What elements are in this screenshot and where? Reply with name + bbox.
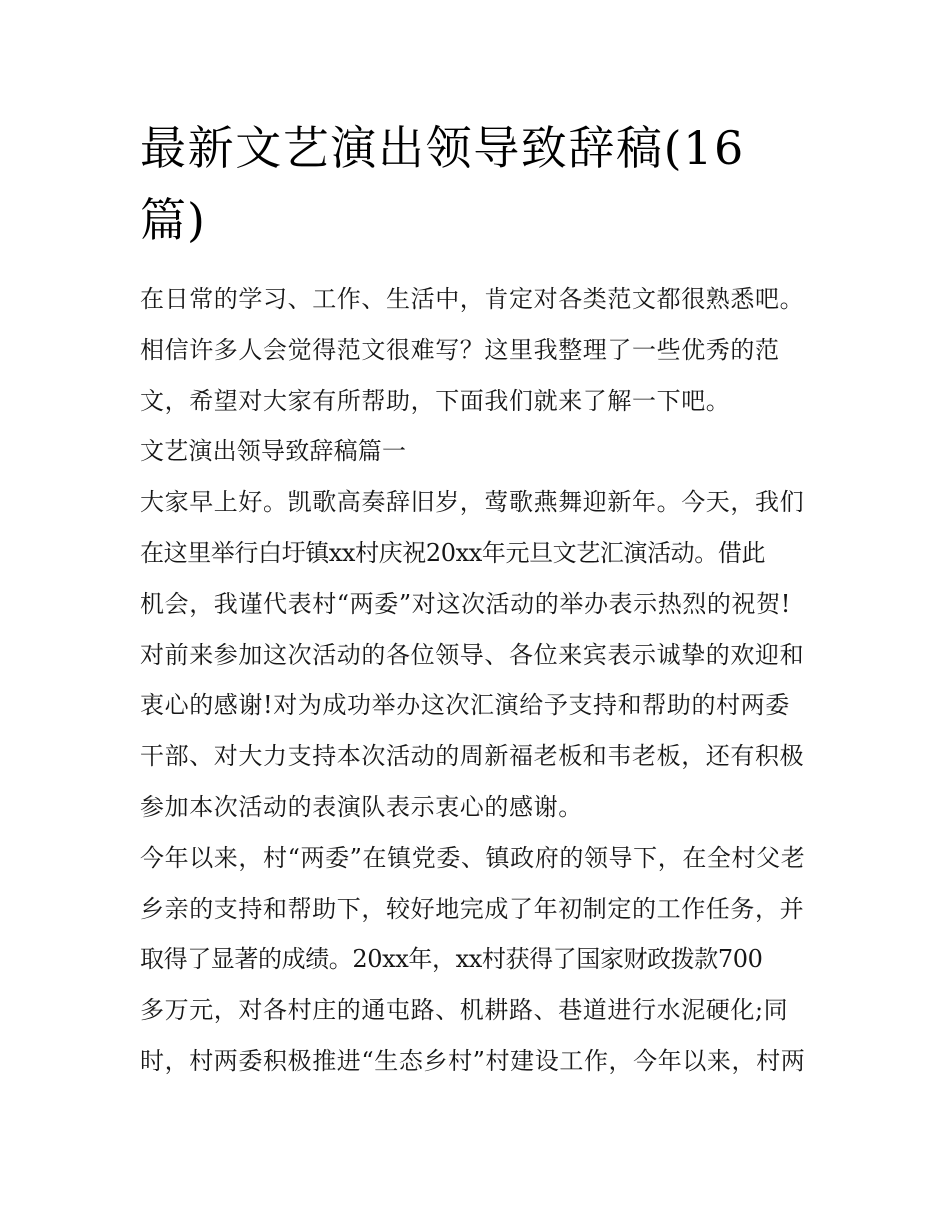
body-paragraph <box>140 833 830 1087</box>
section-subheading <box>140 426 830 477</box>
text-line: 在这里举行白圩镇xx村庆祝20xx年元旦文艺汇演活动。借此 <box>140 538 766 567</box>
body-paragraph <box>140 477 830 833</box>
text-line: 相信许多人会觉得范文很难写？这里我整理了一些优秀的范 <box>140 335 780 364</box>
title-line: 篇) <box>140 193 206 247</box>
text-line: 参加本次活动的表演队表示衷心的感谢。 <box>140 792 583 821</box>
text-line: 时，村两委积极推进“生态乡村”村建设工作，今年以来，村两 <box>140 1046 806 1075</box>
text-line: 在日常的学习、工作、生活中，肯定对各类范文都很熟悉吧。 <box>140 285 805 313</box>
intro-paragraph <box>140 274 830 426</box>
text-line: 取得了显著的成绩。20xx年，xx村获得了国家财政拨款700 <box>140 945 763 974</box>
text-line: 多万元，对各村庄的通屯路、机耕路、巷道进行水泥硬化;同 <box>140 996 789 1025</box>
subheading-text: 文艺演出领导致辞稿篇一 <box>140 437 407 466</box>
text-line: 干部、对大力支持本次活动的周新福老板和韦老板，还有积极 <box>140 742 805 771</box>
text-line: 衷心的感谢!对为成功举办这次汇演给予支持和帮助的村两委 <box>140 691 790 720</box>
text-line: 大家早上好。凯歌高奏辞旧岁，莺歌燕舞迎新年。今天，我们 <box>140 488 805 517</box>
text-line: 乡亲的支持和帮助下，较好地完成了年初制定的工作任务，并 <box>140 894 805 923</box>
text-line: 文，希望对大家有所帮助，下面我们就来了解一下吧。 <box>140 386 731 415</box>
document-body <box>140 274 830 1087</box>
title-line: 最新文艺演出领导致辞稿(16 <box>140 121 745 175</box>
text-line: 对前来参加这次活动的各位领导、各位来宾表示诚挚的欢迎和 <box>140 640 805 669</box>
document-title <box>140 112 820 256</box>
text-line: 今年以来，村“两委”在镇党委、镇政府的领导下，在全村父老 <box>140 843 806 872</box>
text-line: 机会，我谨代表村“两委”对这次活动的举办表示热烈的祝贺! <box>140 589 791 618</box>
